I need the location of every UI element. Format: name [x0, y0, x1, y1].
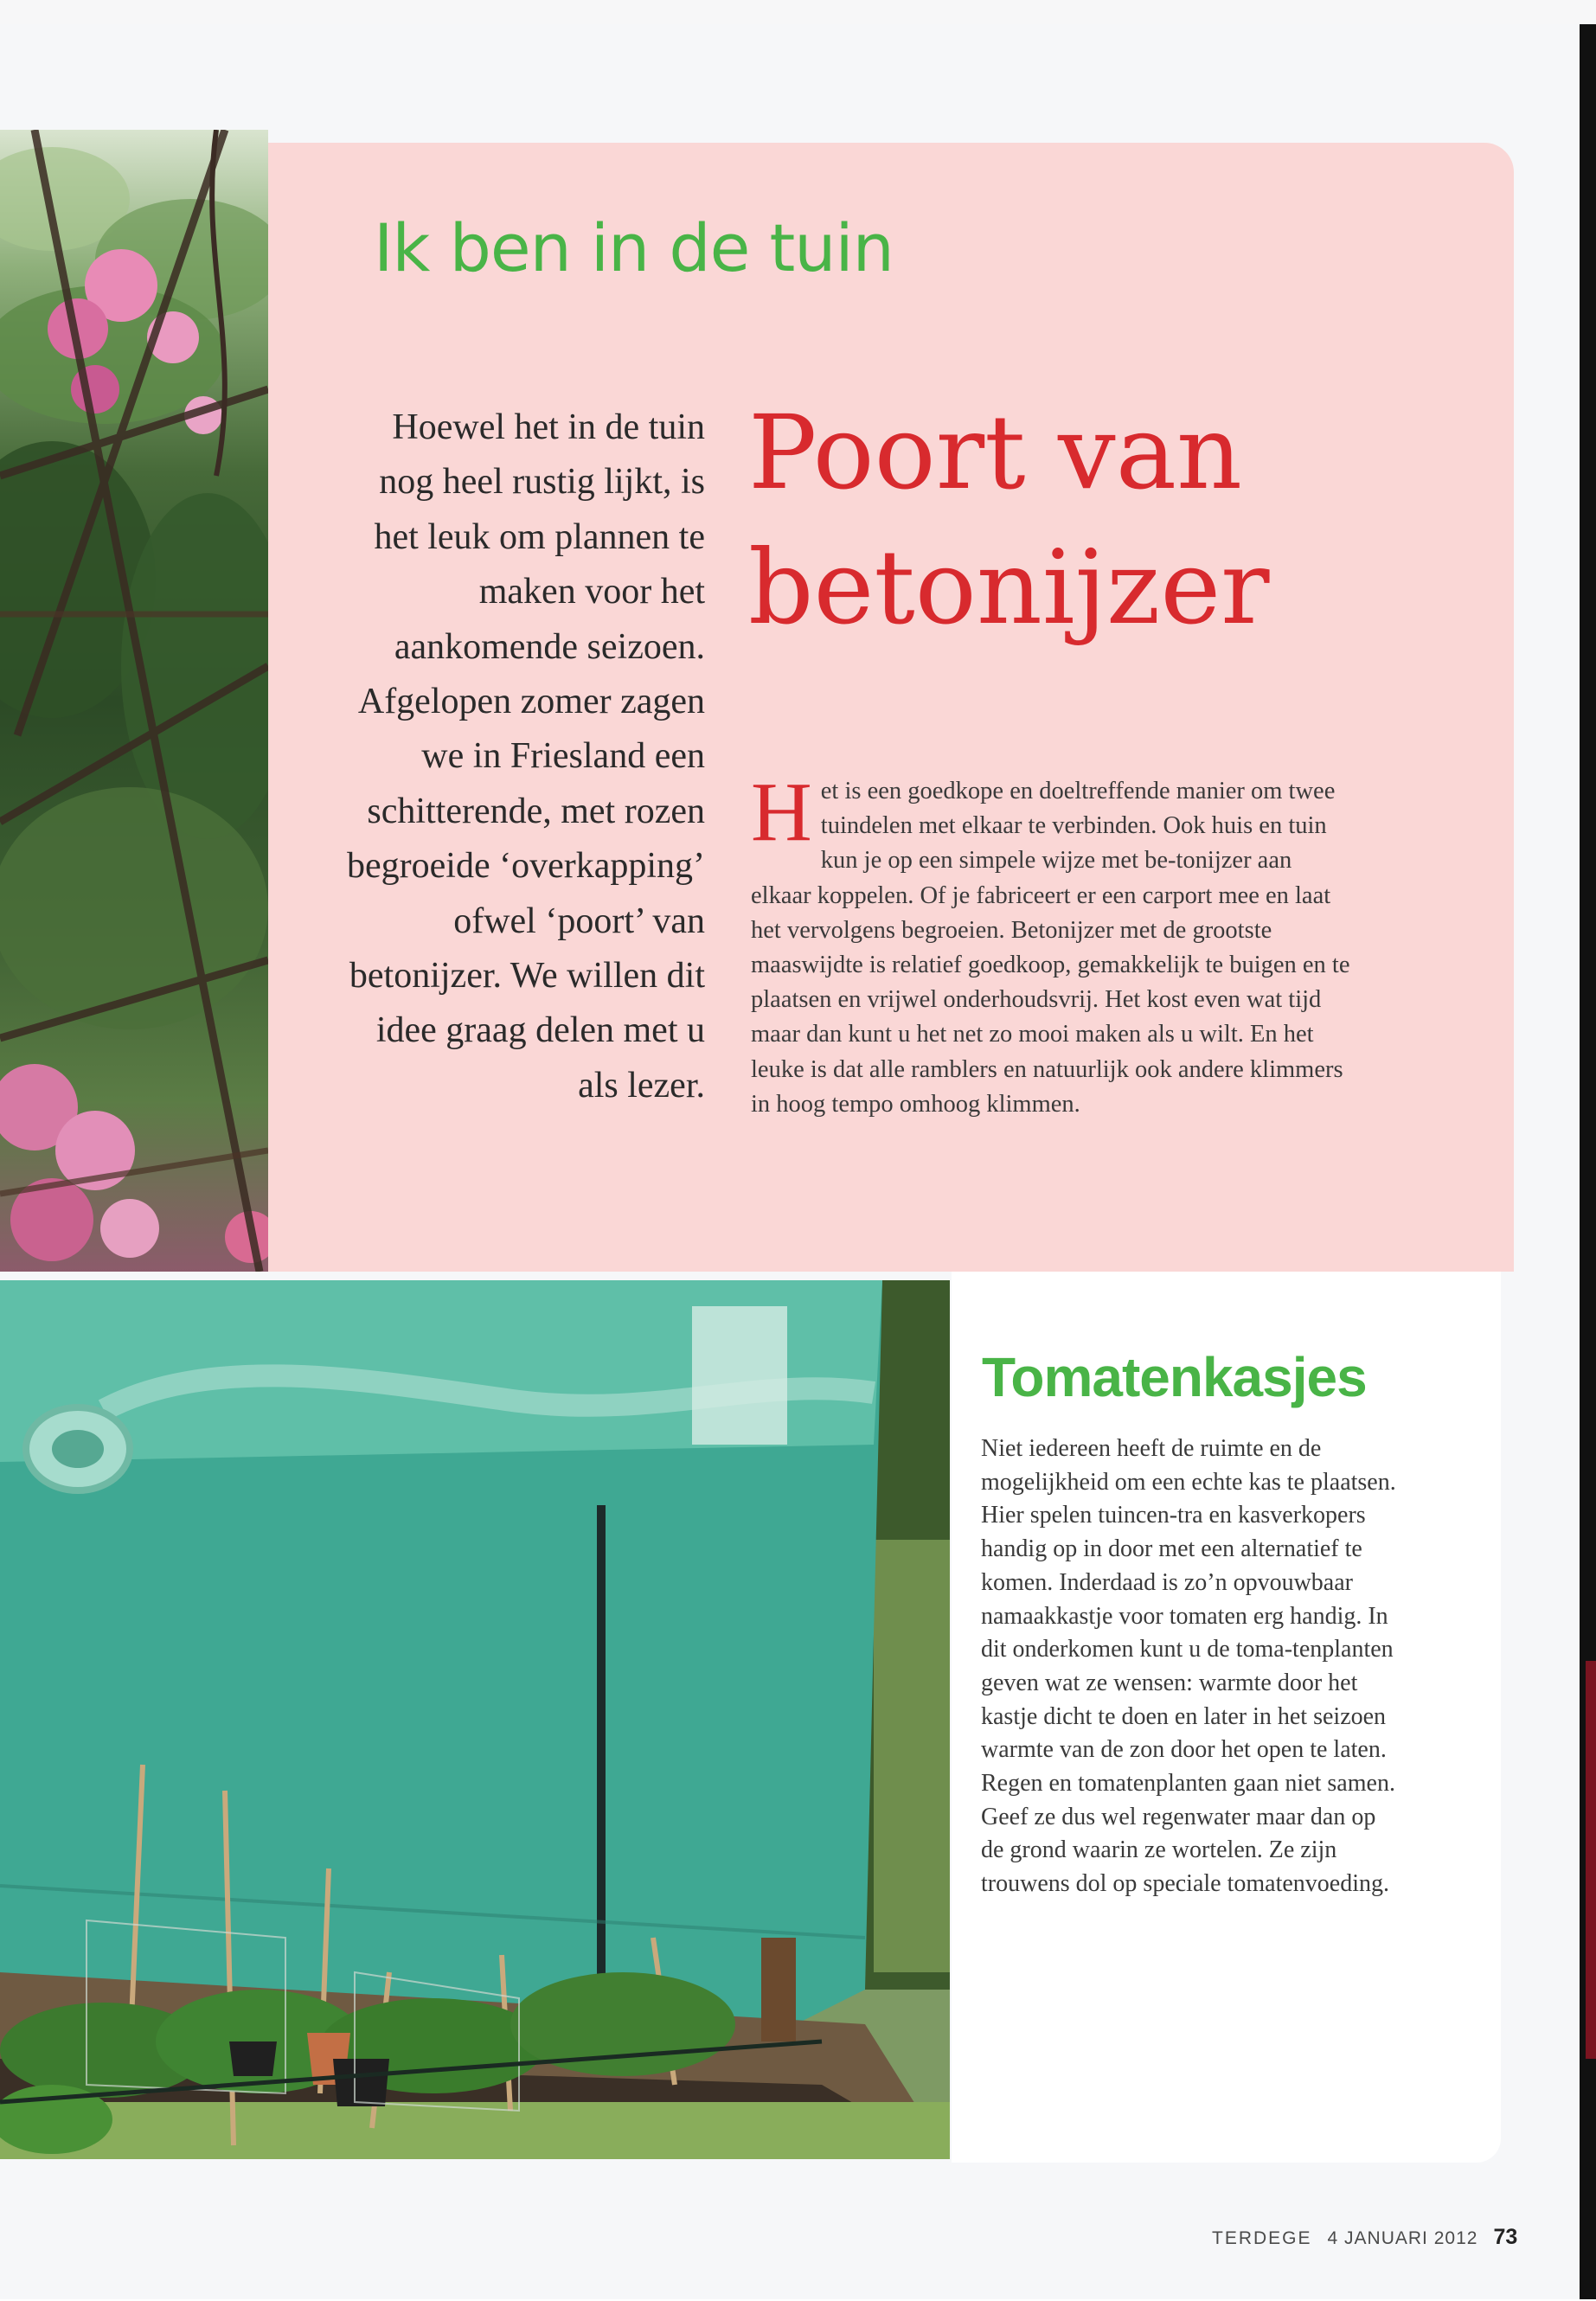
scan-edge-red [1586, 1661, 1596, 2059]
footer-date: 4 JANUARI 2012 [1327, 2228, 1478, 2248]
article-headline [748, 385, 1423, 655]
section-title: Ik ben in de tuin [374, 209, 894, 286]
footer-page-number: 73 [1493, 2225, 1518, 2249]
headline-line-2: betonijzer [748, 528, 1270, 647]
sidebar-text: Niet iedereen heeft de ruimte en de mogelijkheid om een echte kas te plaatsen. Hier spelen tuincen-tra en kasverkopers handig op in door met een alternatief te komen. Inderdaad is zo’n opvouwbaar namaakkastje voor tomaten erg handig. In dit onderkomen kunt u de toma-tenplanten geven wat ze wensen: warmte door het kastje dicht te doen en later in het seizoen warmte van de zon door het open te laten. Regen en tomatenplanten gaan niet samen. Geef ze dus wel regenwater maar dan op de grond waarin ze wortelen. Ze zijn trouwens dol op speciale tomatenvoeding. [981, 1435, 1396, 1898]
scan-top-edge [0, 0, 1596, 24]
page-footer [1212, 2225, 1517, 2250]
drop-cap: H [751, 766, 812, 859]
article-body [751, 766, 1352, 1122]
tomato-greenhouse-photo [0, 1280, 950, 2159]
article-body-text: et is een goedkope en doeltreffende manier om twee tuindelen met elkaar te verbinden. Ook huis en tuin kun je op een simpele wijze met be-tonijzer aan elkaar koppelen. Of je fabriceert er een carport mee en laat het vervolgens begroeien. Betonijzer met de grootste maaswijdte is relatief goedkoop, gemakkelijk te buigen en te plaatsen en vrijwel onderhoudsvrij. Het kost even wat tijd maar dan kunt u het net zo mooi maken als u wilt. En het leuke is dat alle ramblers en natuurlijk ook andere klimmers in hoog tempo omhoog klimmen. [751, 778, 1350, 1118]
intro-paragraph: Hoewel het in de tuin nog heel rustig lijkt, is het leuk om plannen te maken voor het aankomende seizoen. Afgelopen zomer zagen we in Friesland een schitterende, met rozen begroeide ‘overkapping’ ofwel ‘poort’ van betonijzer. We willen dit idee graag delen met u als lezer. [347, 407, 705, 1106]
sidebar-title: Tomatenkasjes [982, 1346, 1367, 1408]
footer-publication: TERDEGE [1212, 2228, 1312, 2248]
headline-line-1: Poort van [748, 393, 1243, 512]
rose-arch-photo [0, 130, 268, 1272]
